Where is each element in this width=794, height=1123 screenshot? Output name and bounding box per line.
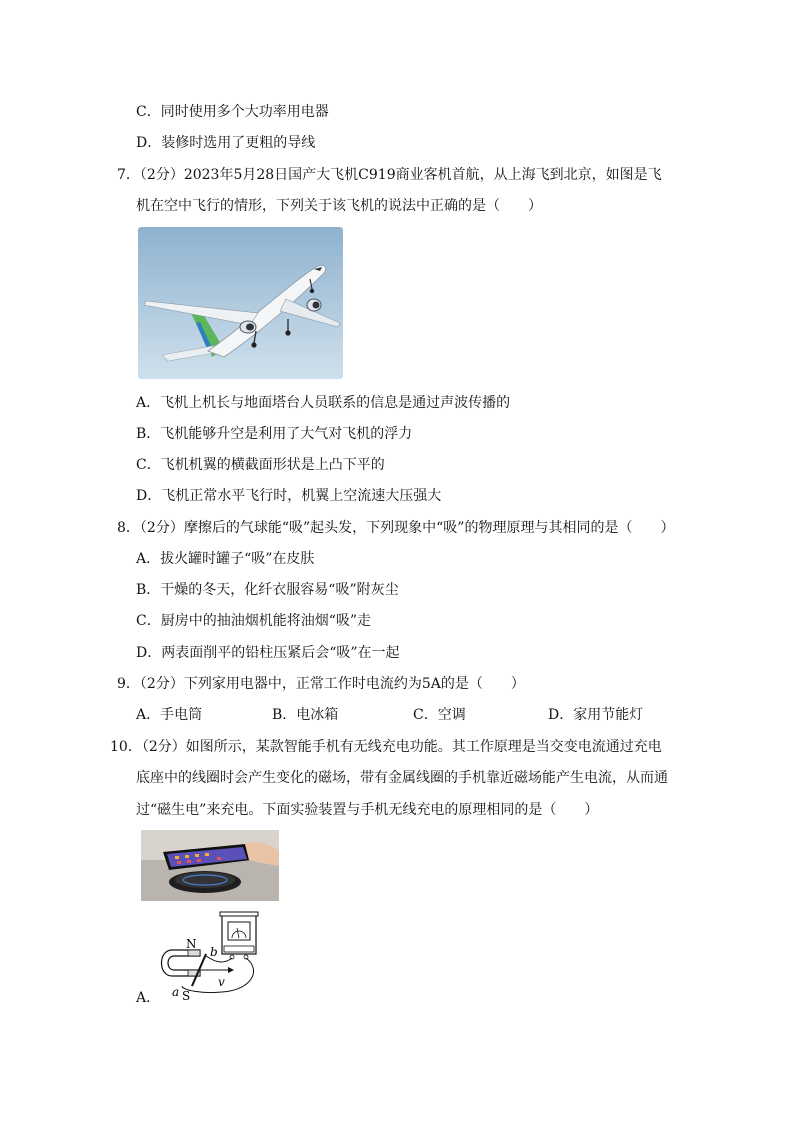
q8-option-b: B．干燥的冬天，化纤衣服容易“吸”附灰尘	[136, 582, 399, 598]
q9-stem: 9．（2分）下列家用电器中，正常工作时电流约为5A的是（ ）	[117, 676, 525, 692]
q8-option-a: A．拔火罐时罐子“吸”在皮肤	[136, 551, 315, 567]
q10-stem-line2: 底座中的线圈时会产生变化的磁场，带有金属线圈的手机靠近磁场能产生电流，从而通	[136, 770, 668, 786]
q7-option-a: A．飞机上机长与地面塔台人员联系的信息是通过声波传播的	[136, 395, 511, 411]
label-b: b	[210, 945, 218, 959]
airplane-photo	[138, 227, 343, 379]
q9-options-row	[0, 705, 794, 725]
q7-option-d: D．飞机正常水平飞行时，机翼上空流速大压强大	[136, 488, 442, 504]
q10-option-a-label: A．	[136, 990, 161, 1006]
q7-stem-line1: 7．（2分）2023年5月28日国产大飞机C919商业客机首航，从上海飞到北京，如图是飞	[117, 167, 662, 183]
label-v: v	[218, 975, 225, 989]
label-s: S	[182, 989, 191, 1003]
option-a-diagram	[142, 910, 272, 1005]
induction-experiment-diagram	[142, 910, 272, 1005]
q9-option-d: D．家用节能灯	[548, 707, 644, 723]
q10-stem-line3: 过“磁生电”来充电。下面实验装置与手机无线充电的原理相同的是（ ）	[136, 802, 599, 818]
q9-option-c: C．空调	[413, 707, 466, 723]
velocity-arrow	[228, 967, 234, 973]
q8-option-c: C．厨房中的抽油烟机能将油烟“吸”走	[136, 613, 372, 629]
q10-stem-line1: 10．（2分）如图所示，某款智能手机有无线充电功能。其工作原理是当交变电流通过充电	[110, 739, 662, 755]
q8-stem: 8．（2分）摩擦后的气球能“吸”起头发，下列现象中“吸”的物理原理与其相同的是（ ）	[117, 520, 675, 536]
wireless-charging-photo	[141, 830, 279, 901]
q6-option-d: D．装修时选用了更粗的导线	[136, 135, 316, 151]
q8-option-d: D．两表面削平的铅柱压紧后会“吸”在一起	[136, 645, 400, 661]
label-n: N	[186, 937, 197, 951]
label-a: a	[172, 985, 180, 999]
wireless-charger-illustration	[141, 830, 279, 901]
airplane-illustration	[138, 227, 343, 379]
q7-option-c: C．飞机机翼的横截面形状是上凸下平的	[136, 457, 385, 473]
q6-option-c: C．同时使用多个大功率用电器	[136, 104, 329, 120]
q7-stem-line2: 机在空中飞行的情形，下列关于该飞机的说法中正确的是（ ）	[136, 198, 542, 214]
q9-option-a: A．手电筒	[136, 707, 203, 723]
q7-option-b: B．飞机能够升空是利用了大气对飞机的浮力	[136, 426, 413, 442]
q9-option-b: B．电冰箱	[272, 707, 339, 723]
